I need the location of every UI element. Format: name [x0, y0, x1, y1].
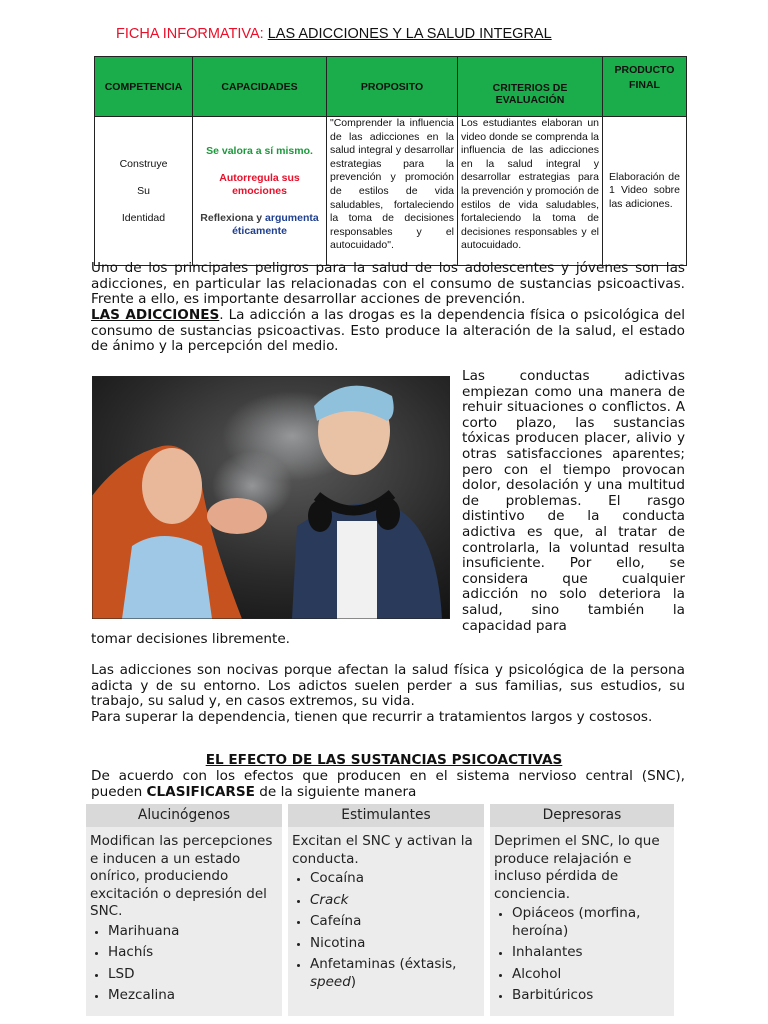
side-paragraph: Las conductas adictivas empiezan como una manera de rehuir situaciones o conflictos. A corto plazo, las sustancias tóxicas producen placer, alivio y otras satisfacciones aparentes; pero con el tiempo provocan dolor, desolación y una multitud de problemas. El rasgo distintivo de la conducta adictiva es que, al tratar de controlarla, la voluntad resulta insuficiente. Por ello, se considera que cualquier adicción no solo deteriora la salud, sino también la capacidad para: [462, 368, 685, 634]
section-intro-text: de la siguiente manera: [254, 783, 417, 800]
section-intro-text: De acuerdo con los efectos que producen en el sistema nervioso central (SNC), pueden: [91, 768, 685, 800]
cap3-part: argumenta: [265, 211, 319, 224]
column-header: Alucinógenos: [86, 804, 282, 827]
competencia-word: Identidad: [121, 211, 166, 224]
column-alucinogenos: [86, 804, 282, 1016]
harm-paragraph: Las adicciones son nocivas porque afectan la salud física y psicológica de la persona adicta y de su entorno. Los adictos suelen perder a sus familias, sus estudios, su trabajo, su salud y, en casos extremos, su vida.: [91, 662, 685, 710]
column-body: [288, 827, 484, 991]
list-item-text: ): [350, 973, 357, 990]
list-item: • Cafeína: [310, 913, 480, 931]
capacidades-cell: [193, 117, 327, 266]
section-title: EL EFECTO DE LAS SUSTANCIAS PSICOACTIVAS: [205, 752, 563, 768]
list-item: [310, 956, 480, 991]
list-item: • LSD: [108, 966, 278, 984]
capacidad-valora: Se valora a sí mismo.: [206, 144, 313, 157]
list-item: • Barbitúricos: [512, 987, 670, 1005]
overcome-paragraph: Para superar la dependencia, tienen que recurrir a tratamientos largos y costosos.: [91, 709, 653, 725]
column-estimulantes: [288, 804, 484, 1016]
list-item-text: Anfetaminas (éxtasis,: [310, 956, 457, 972]
competency-table: [94, 56, 687, 266]
section-intro-bold: CLASIFICARSE: [146, 783, 255, 800]
column-header: Estimulantes: [288, 804, 484, 827]
list-item: • Alcohol: [512, 966, 670, 984]
definition-paragraph: [91, 308, 685, 355]
criterios-cell: Los estudiantes elaboran un video donde se comprenda la influencia de las adicciones en la salud integral y desarrollar estrategias para la prevención y promoción de estilos de vida saludables, fortaleciendo la toma de decisiones responsables y el autocuidado.: [458, 117, 603, 266]
column-description: Modifican las percepciones e inducen a un estado onírico, produciendo excitación o depresión del SNC.: [90, 833, 273, 919]
table-row: [95, 117, 687, 266]
cap3-part: éticamente: [232, 224, 287, 237]
capacidad-autorregula: Autorregula sus emociones: [219, 171, 300, 197]
proposito-cell: "Comprender la influencia de las adicciones en la salud integral y desarrollar estrategias para la prevención y promoción de estilos de vida saludables, fortaleciendo la toma de decisiones responsables y el autocuidado".: [327, 117, 458, 266]
competencia-word: Construye: [119, 157, 168, 170]
list-item: • Opiáceos (morfina, heroína): [512, 905, 670, 940]
section-intro: [91, 769, 685, 800]
column-description: Deprimen el SNC, lo que produce relajación e incluso pérdida de conciencia.: [494, 833, 660, 902]
header-proposito: PROPOSITO: [327, 57, 458, 117]
column-body: [86, 827, 282, 1005]
list-item: • Hachís: [108, 944, 278, 962]
producto-cell: Elaboración de 1 Video sobre las adiciones.: [603, 117, 687, 266]
list-item: • Nicotina: [310, 935, 480, 953]
column-body: [490, 827, 674, 1005]
title-text: LAS ADICCIONES Y LA SALUD INTEGRAL: [267, 26, 552, 42]
list-item: • Marihuana: [108, 923, 278, 941]
capacidad-reflexiona: [194, 212, 325, 238]
list-item: • Crack: [310, 892, 480, 910]
teens-smoking-photo: [92, 376, 450, 619]
list-item: • Mezcalina: [108, 987, 278, 1005]
definition-heading: LAS ADICCIONES: [91, 307, 220, 323]
header-competencia: COMPETENCIA: [95, 57, 193, 117]
header-producto: PRODUCTO FINAL: [603, 57, 687, 117]
page-title: [116, 26, 576, 42]
title-label: FICHA INFORMATIVA:: [116, 26, 264, 42]
list-item: • Cocaína: [310, 870, 480, 888]
intro-paragraph: Uno de los principales peligros para la salud de los adolescentes y jóvenes son las adicciones, en particular las relacionadas con el consumo de sustancias psicoactivas. Frente a ello, es importante desarrollar acciones de prevención.: [91, 260, 685, 308]
cap3-part: Reflexiona y: [200, 211, 263, 224]
substance-list: [90, 923, 278, 1005]
substance-list: [494, 905, 670, 1005]
competencia-cell: [95, 117, 193, 266]
column-description: Excitan el SNC y activan la conducta.: [292, 833, 473, 867]
column-header: Depresoras: [490, 804, 674, 827]
header-capacidades: CAPACIDADES: [193, 57, 327, 117]
table-header-row: [95, 57, 687, 117]
header-criterios: CRITERIOS DE EVALUACIÓN: [458, 57, 603, 117]
column-depresoras: [490, 804, 674, 1016]
side-paragraph-continuation: tomar decisiones libremente.: [91, 631, 291, 647]
definition-text: . La adicción a las drogas es la dependencia física o psicológica del consumo de sustancias psicoactivas. Esto produce la alteración de la salud, el estado de ánimo y la percepción del medio.: [91, 307, 685, 355]
competencia-word: Su: [137, 184, 150, 197]
substance-list: [292, 870, 480, 991]
list-item: • Inhalantes: [512, 944, 670, 962]
substance-classification: [86, 804, 674, 1016]
list-item-italic: speed: [310, 973, 351, 990]
